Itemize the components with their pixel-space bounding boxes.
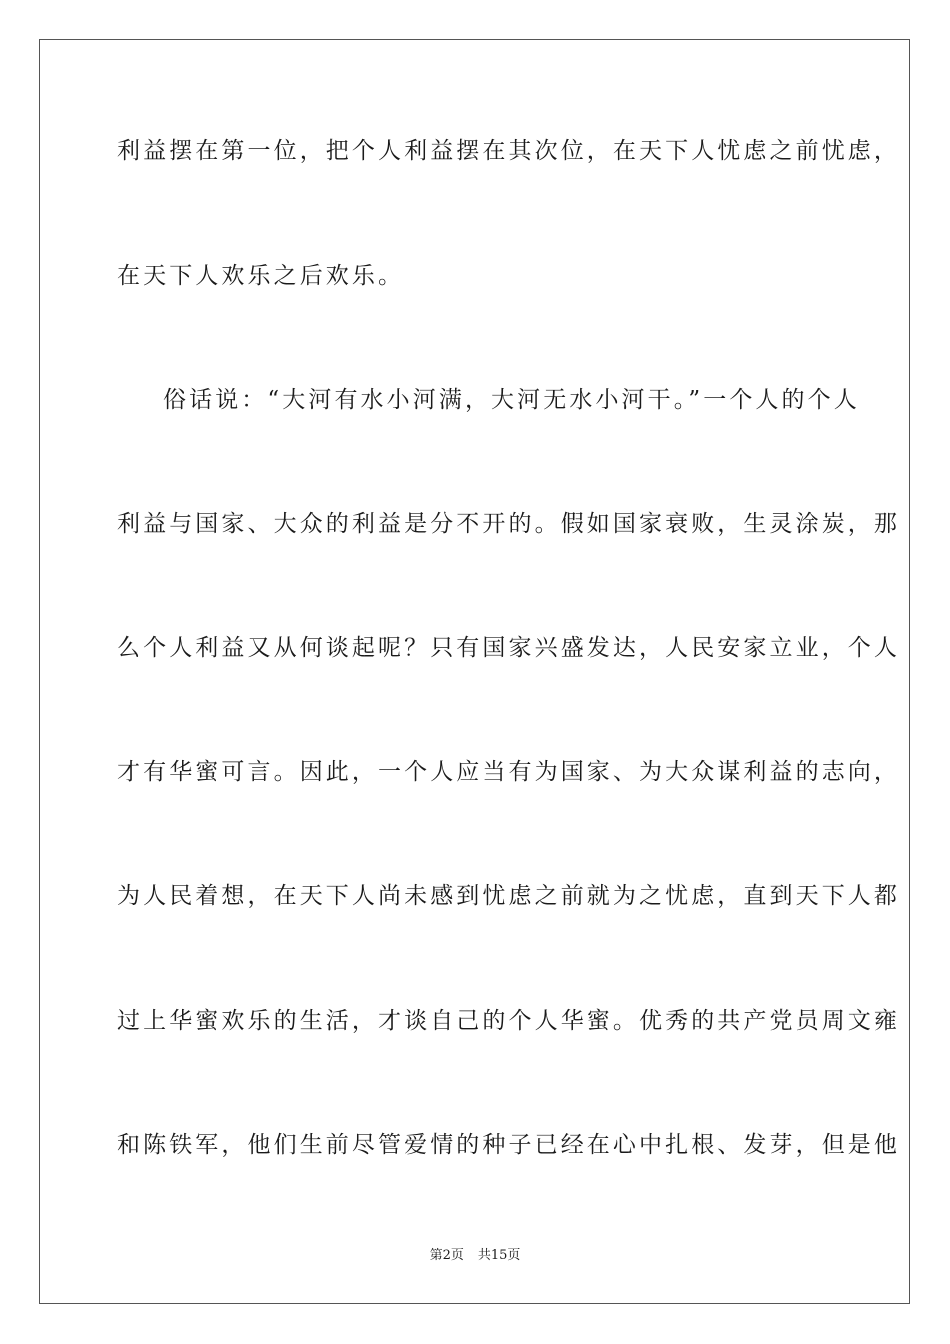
body-text-line: 么个人利益又从何谈起呢？只有国家兴盛发达，人民安家立业，个人 [117,635,900,661]
total-pages: 共15页 [477,1248,521,1263]
body-text-line: 为人民着想，在天下人尚未感到忧虑之前就为之忧虑，直到天下人都 [117,883,900,909]
body-text-line: 才有华蜜可言。因此，一个人应当有为国家、为大众谋利益的志向， [117,759,900,785]
page-frame [39,39,910,1304]
body-text-line: 和陈铁军，他们生前尽管爱情的种子已经在心中扎根、发芽，但是他 [117,1132,900,1158]
page-number: 第2页 [429,1248,464,1263]
body-text-line: 利益摆在第一位，把个人利益摆在其次位，在天下人忧虑之前忧虑， [117,138,900,164]
paragraph-first-line: 俗话说：“大河有水小河满，大河无水小河干。”一个人的个人 [163,387,860,413]
body-text-line: 在天下人欢乐之后欢乐。 [117,263,405,289]
page-footer [0,1248,950,1264]
body-text-line: 过上华蜜欢乐的生活，才谈自己的个人华蜜。优秀的共产党员周文雍 [117,1008,900,1034]
body-text-line: 利益与国家、大众的利益是分不开的。假如国家衰败，生灵涂炭，那 [117,511,900,537]
